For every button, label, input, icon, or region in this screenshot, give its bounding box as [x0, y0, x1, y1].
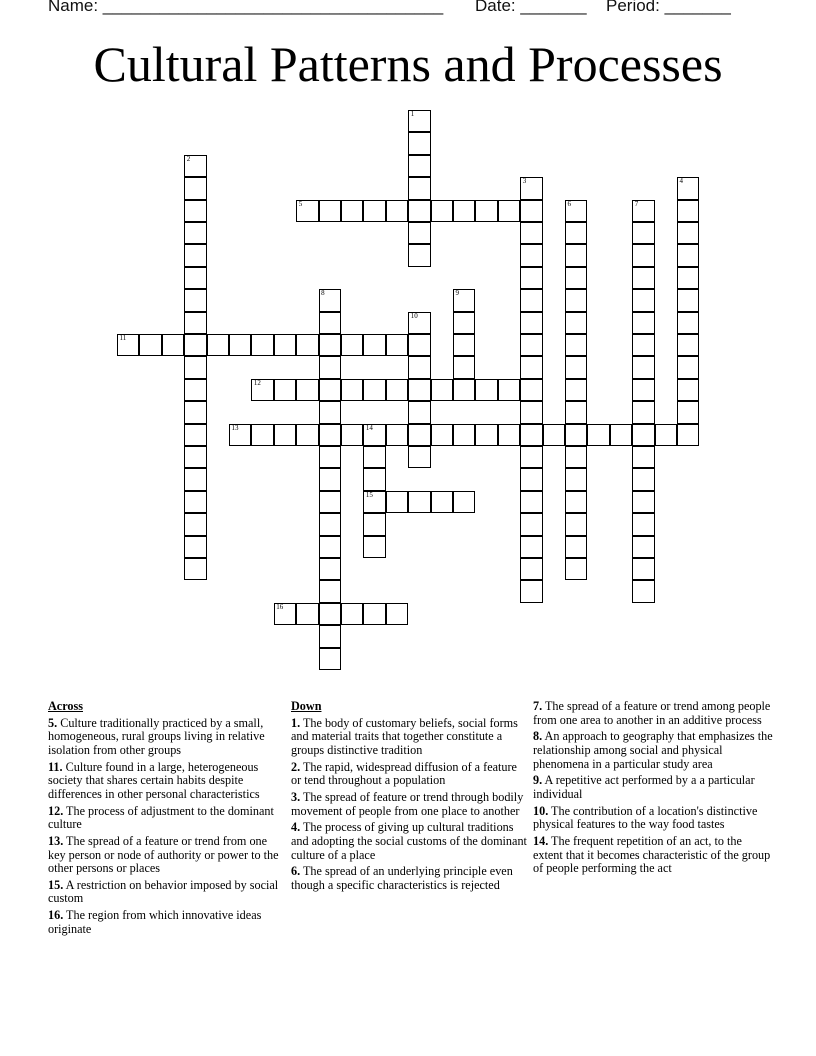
crossword-cell[interactable] — [363, 424, 385, 446]
clue-item — [48, 761, 284, 802]
crossword-cell[interactable] — [453, 424, 475, 446]
page-title: Cultural Patterns and Processes — [93, 36, 723, 92]
clue-number: 16. — [48, 908, 64, 923]
clue-item — [291, 717, 527, 758]
crossword-cell[interactable] — [520, 580, 542, 602]
crossword-cell[interactable] — [184, 222, 206, 244]
clue-text: An approach to geography that emphasizes the relationship among social and physical phenomena in a particular study area — [533, 729, 773, 771]
clue-text: The process of giving up cultural traditions and adopting the social customs of the dominant culture of a place — [291, 820, 527, 862]
cell-number: 3 — [522, 177, 527, 186]
crossword-cell[interactable] — [565, 267, 587, 289]
clue-text: The body of customary beliefs, social forms and material traits that together constitute a groups distinctive tradition — [291, 715, 518, 757]
cell-number: 5 — [298, 199, 303, 208]
crossword-cell[interactable] — [408, 244, 430, 266]
crossword-cell[interactable] — [632, 580, 654, 602]
crossword-cell[interactable] — [498, 200, 520, 222]
crossword-cell[interactable] — [655, 424, 677, 446]
crossword-cell[interactable] — [632, 267, 654, 289]
crossword-cell[interactable] — [632, 536, 654, 558]
crossword-cell[interactable] — [632, 401, 654, 423]
crossword-cell[interactable] — [632, 446, 654, 468]
crossword-cell[interactable] — [207, 334, 229, 356]
clue-number: 9. — [533, 773, 543, 788]
crossword-cell[interactable] — [296, 424, 318, 446]
crossword-cell[interactable] — [408, 110, 430, 132]
down-heading: Down — [291, 699, 322, 713]
clue-number: 6. — [291, 864, 301, 879]
name-field[interactable]: Name: ____________________________________ — [48, 0, 444, 15]
crossword-cell[interactable] — [139, 334, 161, 356]
crossword-cell[interactable] — [408, 132, 430, 154]
crossword-cell[interactable] — [319, 468, 341, 490]
crossword-cell[interactable] — [677, 267, 699, 289]
crossword-cell[interactable] — [587, 424, 609, 446]
crossword-cell[interactable] — [319, 401, 341, 423]
crossword-cell[interactable] — [296, 603, 318, 625]
crossword-cell[interactable] — [520, 200, 542, 222]
crossword-cell[interactable] — [363, 603, 385, 625]
clue-number: 14. — [533, 834, 549, 849]
crossword-cell[interactable] — [677, 244, 699, 266]
crossword-cell[interactable] — [632, 312, 654, 334]
crossword-cell[interactable] — [408, 312, 430, 334]
crossword-cell[interactable] — [184, 244, 206, 266]
crossword-cell[interactable] — [386, 379, 408, 401]
clue-text: A repetitive act performed by a a particular individual — [533, 773, 755, 801]
crossword-cell[interactable] — [565, 312, 587, 334]
crossword-cell[interactable] — [565, 491, 587, 513]
clue-item — [48, 909, 284, 936]
crossword-cell[interactable] — [408, 491, 430, 513]
crossword-cell[interactable] — [677, 401, 699, 423]
crossword-cell[interactable] — [632, 558, 654, 580]
clue-item — [48, 835, 284, 876]
crossword-cell[interactable] — [565, 200, 587, 222]
crossword-cell[interactable] — [408, 356, 430, 378]
cell-number: 8 — [321, 289, 325, 298]
crossword-cell[interactable] — [520, 267, 542, 289]
crossword-cell[interactable] — [677, 424, 699, 446]
crossword-cell[interactable] — [229, 424, 251, 446]
crossword-cell[interactable] — [677, 289, 699, 311]
cell-number: 11 — [119, 334, 127, 342]
clue-text: Culture found in a large, heterogeneous society that shares certain habits despite differences in other personal characteristics — [48, 759, 260, 801]
crossword-cell[interactable] — [319, 200, 341, 222]
crossword-cell[interactable] — [184, 289, 206, 311]
crossword-cell[interactable] — [319, 558, 341, 580]
crossword-cell[interactable] — [520, 446, 542, 468]
crossword-cell[interactable] — [453, 312, 475, 334]
clue-text: The spread of a feature or trend from one key person or node of authority or power to the other persons or places — [48, 833, 279, 876]
clue-number: 5. — [48, 715, 58, 730]
crossword-cell[interactable] — [319, 446, 341, 468]
crossword-cell[interactable] — [431, 379, 453, 401]
crossword-cell[interactable] — [565, 244, 587, 266]
crossword-cell[interactable] — [632, 200, 654, 222]
crossword-cell[interactable] — [520, 558, 542, 580]
across-clues-column — [48, 700, 284, 940]
crossword-cell[interactable] — [319, 289, 341, 311]
crossword-cell[interactable] — [184, 468, 206, 490]
cell-number: 9 — [455, 289, 459, 298]
clue-item — [291, 761, 527, 788]
crossword-cell[interactable] — [632, 468, 654, 490]
crossword-cell[interactable] — [386, 200, 408, 222]
crossword-cell[interactable] — [677, 177, 699, 199]
clue-item — [48, 805, 284, 832]
clue-number: 11. — [48, 759, 63, 774]
clue-item — [533, 805, 773, 832]
clue-text: The region from which innovative ideas originate — [48, 908, 262, 936]
crossword-cell[interactable] — [520, 468, 542, 490]
clue-text: The spread of a feature or trend among people from one area to another in an additive process — [533, 699, 771, 727]
down-clues-column — [291, 700, 527, 896]
clue-item — [48, 717, 284, 758]
crossword-cell[interactable] — [475, 379, 497, 401]
clue-text: The frequent repetition of an act, to the extent that it becomes characteristic of the group of people performing the act — [533, 834, 771, 876]
cell-number: 10 — [410, 311, 418, 320]
cell-number: 16 — [276, 602, 284, 611]
crossword-cell[interactable] — [520, 244, 542, 266]
crossword-cell[interactable] — [520, 536, 542, 558]
clue-item — [533, 835, 773, 876]
clue-item — [533, 730, 773, 771]
crossword-cell[interactable] — [610, 424, 632, 446]
crossword-cell[interactable] — [632, 222, 654, 244]
crossword-cell[interactable] — [520, 491, 542, 513]
crossword-cell[interactable] — [363, 468, 385, 490]
crossword-cell[interactable] — [677, 379, 699, 401]
crossword-cell[interactable] — [184, 267, 206, 289]
down-clue-list — [291, 717, 527, 893]
date-field[interactable]: Date: _______ — [475, 0, 587, 15]
crossword-cell[interactable] — [184, 334, 206, 356]
clue-item — [533, 700, 773, 727]
crossword-cell[interactable] — [341, 334, 363, 356]
crossword-cell[interactable] — [251, 379, 273, 401]
crossword-cell[interactable] — [274, 424, 296, 446]
crossword-cell[interactable] — [363, 536, 385, 558]
crossword-cell[interactable] — [520, 379, 542, 401]
clue-item — [533, 774, 773, 801]
across-clue-list — [48, 717, 284, 937]
cell-number: 14 — [365, 423, 373, 432]
cell-number: 2 — [186, 154, 191, 163]
crossword-cell[interactable] — [319, 536, 341, 558]
crossword-cell[interactable] — [319, 491, 341, 513]
crossword-cell[interactable] — [677, 222, 699, 244]
clue-item — [291, 791, 527, 818]
crossword-cell[interactable] — [565, 289, 587, 311]
crossword-cell[interactable] — [408, 401, 430, 423]
crossword-cell[interactable] — [319, 513, 341, 535]
clue-number: 7. — [533, 699, 543, 713]
crossword-cell[interactable] — [184, 379, 206, 401]
crossword-cell[interactable] — [162, 334, 184, 356]
crossword-cell[interactable] — [431, 491, 453, 513]
crossword-cell[interactable] — [520, 289, 542, 311]
crossword-cell[interactable] — [677, 200, 699, 222]
crossword-cell[interactable] — [520, 177, 542, 199]
clue-text: Culture traditionally practiced by a small, homogeneous, rural groups living in relative isolation from other groups — [48, 715, 265, 757]
crossword-cell[interactable] — [184, 558, 206, 580]
crossword-cell[interactable] — [475, 200, 497, 222]
crossword-cell[interactable] — [565, 558, 587, 580]
crossword-cell[interactable] — [408, 334, 430, 356]
crossword-cell[interactable] — [520, 356, 542, 378]
clue-number: 3. — [291, 789, 301, 804]
crossword-cell[interactable] — [251, 334, 273, 356]
crossword-cell[interactable] — [453, 491, 475, 513]
crossword-cell[interactable] — [520, 424, 542, 446]
crossword-cell[interactable] — [319, 625, 341, 647]
crossword-cell[interactable] — [229, 334, 251, 356]
crossword-cell[interactable] — [565, 468, 587, 490]
crossword-cell[interactable] — [565, 424, 587, 446]
crossword-cell[interactable] — [565, 222, 587, 244]
crossword-cell[interactable] — [408, 446, 430, 468]
crossword-cell[interactable] — [184, 424, 206, 446]
clue-number: 13. — [48, 833, 64, 848]
clue-item — [291, 821, 527, 862]
cell-number: 1 — [410, 110, 415, 118]
crossword-cell[interactable] — [363, 200, 385, 222]
crossword-cell[interactable] — [632, 289, 654, 311]
crossword-cell[interactable] — [251, 424, 273, 446]
crossword-cell[interactable] — [632, 491, 654, 513]
clue-text: The spread of feature or trend through bodily movement of people from one place to another — [291, 789, 524, 818]
crossword-cell[interactable] — [184, 536, 206, 558]
crossword-cell[interactable] — [408, 424, 430, 446]
clue-number: 10. — [533, 803, 549, 818]
crossword-cell[interactable] — [475, 424, 497, 446]
crossword-cell[interactable] — [274, 379, 296, 401]
crossword-cell[interactable] — [498, 379, 520, 401]
cell-number: 4 — [679, 177, 683, 186]
crossword-cell[interactable] — [520, 401, 542, 423]
crossword-cell[interactable] — [543, 424, 565, 446]
cell-number: 6 — [567, 199, 571, 208]
crossword-cell[interactable] — [184, 401, 206, 423]
crossword-cell[interactable] — [319, 334, 341, 356]
crossword-cell[interactable] — [453, 379, 475, 401]
crossword-cell[interactable] — [453, 289, 475, 311]
crossword-cell[interactable] — [319, 580, 341, 602]
crossword-cell[interactable] — [677, 334, 699, 356]
crossword-cell[interactable] — [453, 334, 475, 356]
crossword-cell[interactable] — [408, 379, 430, 401]
crossword-cell[interactable] — [565, 379, 587, 401]
crossword-cell[interactable] — [184, 177, 206, 199]
crossword-cell[interactable] — [363, 513, 385, 535]
crossword-cell[interactable] — [363, 334, 385, 356]
cell-number: 12 — [253, 378, 261, 387]
crossword-cell[interactable] — [319, 648, 341, 670]
crossword-cell[interactable] — [341, 424, 363, 446]
crossword-cell[interactable] — [184, 446, 206, 468]
cell-number: 13 — [231, 423, 239, 432]
crossword-cell[interactable] — [565, 334, 587, 356]
crossword-cell[interactable] — [565, 513, 587, 535]
crossword-cell[interactable] — [677, 312, 699, 334]
crossword-cell[interactable] — [363, 379, 385, 401]
clue-number: 4. — [291, 820, 301, 835]
crossword-cell[interactable] — [319, 424, 341, 446]
clue-item — [48, 879, 284, 906]
crossword-cell[interactable] — [341, 603, 363, 625]
crossword-cell[interactable] — [408, 177, 430, 199]
clue-item — [291, 865, 527, 892]
crossword-cell[interactable] — [408, 222, 430, 244]
crossword-cell[interactable] — [363, 491, 385, 513]
crossword-cell[interactable] — [431, 200, 453, 222]
crossword-cell[interactable] — [565, 446, 587, 468]
crossword-cell[interactable] — [319, 356, 341, 378]
crossword-cell[interactable] — [520, 222, 542, 244]
crossword-cell[interactable] — [184, 200, 206, 222]
crossword-cell[interactable] — [453, 200, 475, 222]
crossword-cell[interactable] — [565, 401, 587, 423]
clue-number: 12. — [48, 803, 64, 818]
crossword-cell[interactable] — [386, 334, 408, 356]
crossword-cell[interactable] — [453, 356, 475, 378]
crossword-cell[interactable] — [408, 155, 430, 177]
crossword-cell[interactable] — [319, 379, 341, 401]
crossword-cell[interactable] — [632, 244, 654, 266]
clue-number: 8. — [533, 729, 543, 744]
clue-text: The spread of an underlying principle even though a specific characteristics is rejected — [291, 864, 513, 892]
crossword-cell[interactable] — [431, 424, 453, 446]
crossword-cell[interactable] — [319, 603, 341, 625]
clue-text: The rapid, widespread diffusion of a feature or tend throughout a population — [291, 759, 517, 788]
cell-number: 15 — [365, 490, 373, 499]
crossword-cell[interactable] — [184, 513, 206, 535]
crossword-cell[interactable] — [117, 334, 139, 356]
clue-number: 2. — [291, 759, 301, 774]
crossword-cell[interactable] — [386, 424, 408, 446]
crossword-cell[interactable] — [319, 312, 341, 334]
period-field[interactable]: Period: _______ — [606, 0, 731, 15]
cell-number: 7 — [634, 199, 639, 208]
crossword-cell[interactable] — [386, 603, 408, 625]
crossword-cell[interactable] — [520, 334, 542, 356]
crossword-cell[interactable] — [632, 379, 654, 401]
crossword-cell[interactable] — [296, 334, 318, 356]
clue-text: The contribution of a location's distinctive physical features to the way food tastes — [533, 803, 758, 832]
crossword-cell[interactable] — [565, 536, 587, 558]
clue-number: 15. — [48, 877, 64, 892]
crossword-cell[interactable] — [565, 356, 587, 378]
crossword-cell[interactable] — [274, 603, 296, 625]
crossword-cell[interactable] — [498, 424, 520, 446]
clue-number: 1. — [291, 715, 301, 730]
clue-text: The process of adjustment to the dominant culture — [48, 803, 274, 832]
crossword-cell[interactable] — [632, 334, 654, 356]
crossword-cell[interactable] — [274, 334, 296, 356]
crossword-cell[interactable] — [341, 200, 363, 222]
down-clues-column-continued — [533, 700, 773, 879]
crossword-cell[interactable] — [408, 200, 430, 222]
down-clue-list-continued — [533, 700, 773, 876]
crossword-cell[interactable] — [632, 424, 654, 446]
crossword-cell[interactable] — [184, 155, 206, 177]
crossword-cell[interactable] — [184, 356, 206, 378]
clue-text: A restriction on behavior imposed by social custom — [48, 877, 279, 906]
crossword-cell[interactable] — [632, 513, 654, 535]
crossword-cell[interactable] — [520, 513, 542, 535]
across-heading: Across — [48, 699, 83, 713]
crossword-cell[interactable] — [296, 379, 318, 401]
crossword-cell[interactable] — [341, 379, 363, 401]
crossword-cell[interactable] — [296, 200, 318, 222]
crossword-cell[interactable] — [632, 356, 654, 378]
crossword-cell[interactable] — [363, 446, 385, 468]
crossword-cell[interactable] — [520, 312, 542, 334]
crossword-cell[interactable] — [184, 312, 206, 334]
crossword-cell[interactable] — [184, 491, 206, 513]
crossword-cell[interactable] — [677, 356, 699, 378]
crossword-cell[interactable] — [386, 491, 408, 513]
